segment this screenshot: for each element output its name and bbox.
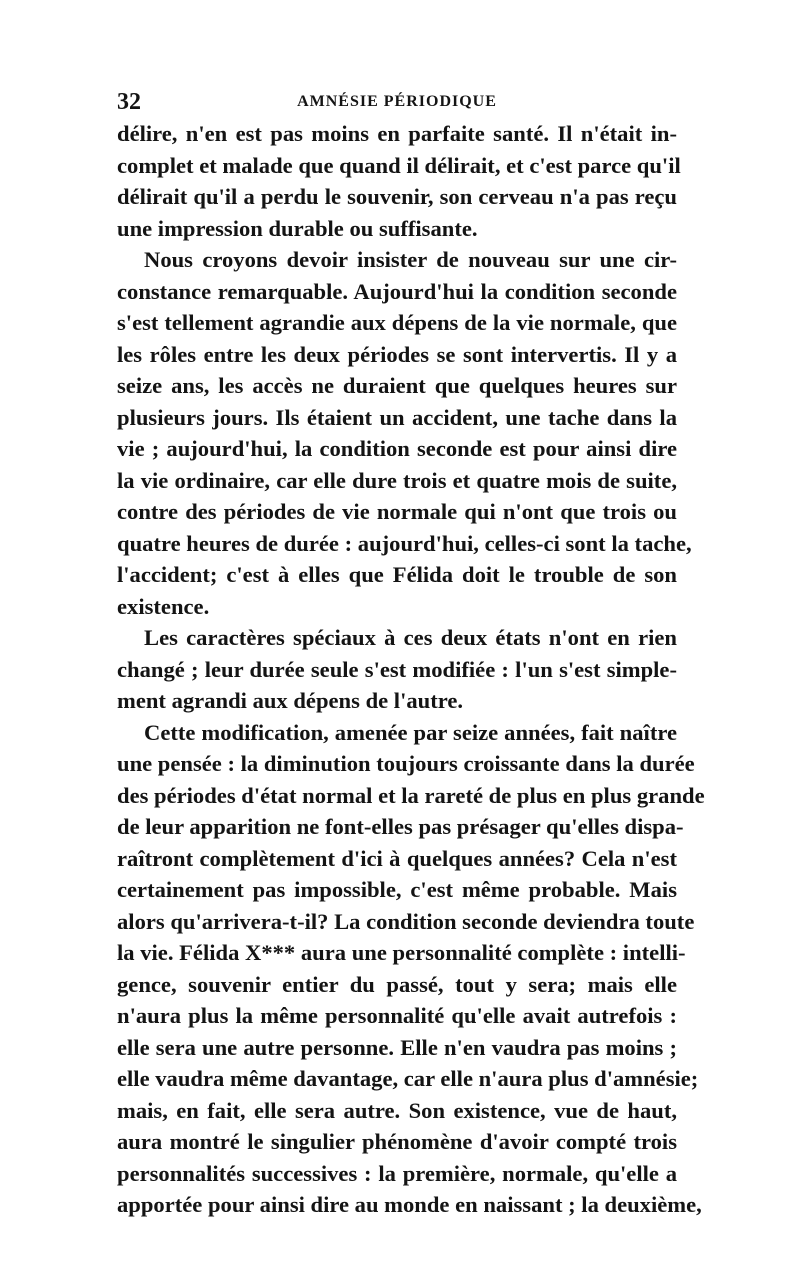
text-line: mais, en fait, elle sera autre. Son existence, vue de haut, <box>117 1097 677 1123</box>
text-line: des périodes d'état normal et la rareté de plus en plus grande <box>117 782 705 808</box>
text-line: vie ; aujourd'hui, la condition seconde est pour ainsi dire <box>117 436 677 461</box>
text-line: changé ; leur durée seule s'est modifiée : l'un s'est simple- <box>117 656 677 682</box>
text-line: Les caractères spéciaux à ces deux états n'ont en rien <box>144 625 677 650</box>
text-line: raîtront complètement d'ici à quelques années? Cela n'est <box>117 845 677 871</box>
text-line: existence. <box>117 593 210 619</box>
text-line: la vie. Félida X*** aura une personnalité complète : intelli- <box>117 940 686 965</box>
text-line: complet et malade que quand il délirait, et c'est parce qu'il <box>117 152 681 178</box>
text-line: constance remarquable. Aujourd'hui la condition seconde <box>117 278 677 304</box>
text-line: contre des périodes de vie normale qui n'ont que trois ou <box>117 499 677 524</box>
text-line: apportée pour ainsi dire au monde en naissant ; la deuxième, <box>117 1192 702 1217</box>
text-line: une pensée : la diminution toujours croissante dans la durée <box>117 751 695 776</box>
text-line: aura montré le singulier phénomène d'avoir compté trois <box>117 1129 677 1154</box>
text-line: plusieurs jours. Ils étaient un accident, une tache dans la <box>117 404 677 430</box>
running-title: AMNÉSIE PÉRIODIQUE <box>297 93 497 110</box>
text-line: s'est tellement agrandie aux dépens de la vie normale, que <box>117 310 677 335</box>
text-line: une impression durable ou suffisante. <box>117 215 478 241</box>
text-line: délire, n'en est pas moins en parfaite santé. Il n'était in- <box>117 121 677 146</box>
running-head <box>117 88 677 116</box>
page-number: 32 <box>117 89 141 115</box>
text-line: de leur apparition ne font-elles pas présager qu'elles dispa- <box>117 814 684 839</box>
text-line: certainement pas impossible, c'est même probable. Mais <box>117 877 677 902</box>
text-line: gence, souvenir entier du passé, tout y sera; mais elle <box>117 971 677 997</box>
body-text <box>117 118 705 1221</box>
text-line: n'aura plus la même personnalité qu'elle avait autrefois : <box>117 1003 677 1028</box>
text-line: seize ans, les accès ne duraient que quelques heures sur <box>117 373 677 398</box>
text-line: Cette modification, amenée par seize années, fait naître <box>144 719 677 745</box>
text-line: alors qu'arrivera-t-il? La condition seconde deviendra toute <box>117 908 695 934</box>
text-line: personnalités successives : la première, normale, qu'elle a <box>117 1160 677 1186</box>
text-line: délirait qu'il a perdu le souvenir, son cerveau n'a pas reçu <box>117 184 677 209</box>
text-line: elle sera une autre personne. Elle n'en vaudra pas moins ; <box>117 1034 677 1060</box>
text-line: l'accident; c'est à elles que Félida doit le trouble de son <box>117 562 677 587</box>
text-line: elle vaudra même davantage, car elle n'aura plus d'amnésie; <box>117 1066 699 1091</box>
text-line: Nous croyons devoir insister de nouveau sur une cir- <box>144 247 677 272</box>
text-line: ment agrandi aux dépens de l'autre. <box>117 688 464 713</box>
text-line: la vie ordinaire, car elle dure trois et quatre mois de suite, <box>117 467 677 493</box>
text-line: quatre heures de durée : aujourd'hui, celles-ci sont la tache, <box>117 530 692 556</box>
text-line: les rôles entre les deux périodes se sont intervertis. Il y a <box>117 341 677 367</box>
